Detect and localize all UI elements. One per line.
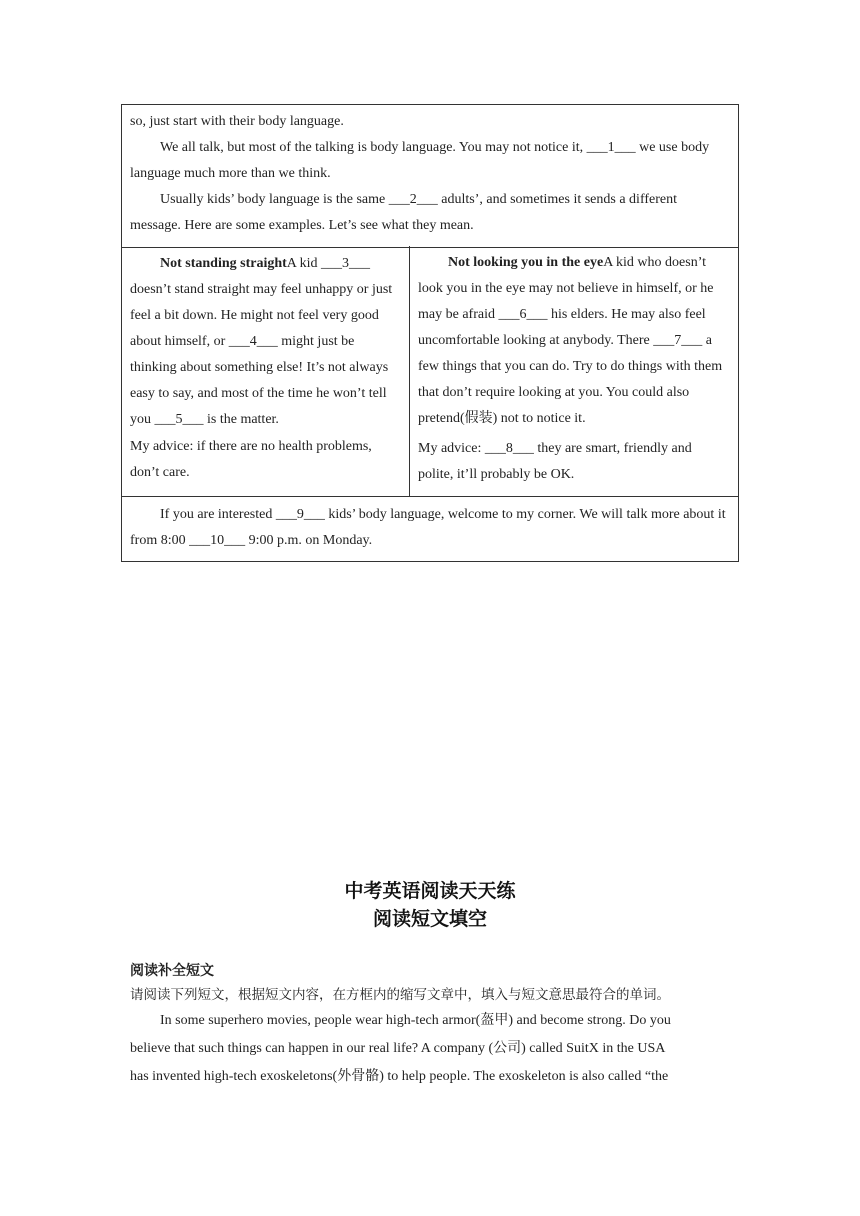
right-column: [410, 246, 738, 496]
left-heading: Not standing straight: [160, 256, 287, 271]
right-advice: My advice: ___8___ they are smart, friendly and polite, it’ll probably be OK.: [418, 441, 692, 482]
left-text: A kid ___3___ doesn’t stand straight may feel unhappy or just feel a bit down. He might not feel very good about himself, or ___4___ might just be thinking about something else! It’s not always easy to say, and most of the time he won’t tell you ___5___ is the matter.: [130, 256, 393, 427]
page-subtitle: 阅读短文填空: [372, 908, 487, 930]
two-column-table: [121, 246, 739, 497]
left-column: [122, 246, 410, 496]
top-line: so, just start with their body language.: [130, 114, 344, 129]
page-title: 中考英语阅读天天练: [344, 880, 516, 902]
bottom-paragraph: If you are interested ___9___ kids’ body language, welcome to my corner. We will talk more about it from 8:00 ___10___ 9:00 p.m. on Monday.: [130, 507, 726, 548]
top-text-box: [121, 104, 739, 248]
right-heading: Not looking you in the eye: [448, 255, 604, 270]
passage-line-2: believe that such things can happen in our real life? A company (公司) called SuitX in the USA: [130, 1041, 666, 1056]
paragraph-2: Usually kids’ body language is the same ___2___ adults’, and sometimes it sends a different message. Here are some examples. Let’s see what they mean.: [130, 192, 677, 233]
right-column-body: [418, 250, 730, 432]
section-instruction: 请阅读下列短文，根据短文内容，在方框内的缩写文章中，填入与短文意思最符合的单词。: [130, 987, 670, 1003]
bottom-text-box: [121, 496, 739, 562]
right-text: A kid who doesn’t look you in the eye may not believe in himself, or he may be afraid ___6___ his elders. He may also feel uncomfortable looking at anybody. There ___7___ a few things that you can do. Try to do things with them that don’t require looking at you. You could also pretend(假装) not to notice it.: [418, 255, 723, 426]
passage-line-1: In some superhero movies, people wear high-tech armor(盔甲) and become strong. Do you: [160, 1013, 671, 1028]
left-advice: My advice: if there are no health problems, don’t care.: [130, 439, 372, 480]
passage-line-3: has invented high-tech exoskeletons(外骨骼) to help people. The exoskeleton is also called “the: [130, 1069, 669, 1084]
paragraph-1: We all talk, but most of the talking is body language. You may not notice it, ___1___ we use body language much more than we think.: [130, 140, 710, 181]
section-heading: 阅读补全短文: [130, 963, 214, 979]
left-column-body: [130, 251, 401, 433]
